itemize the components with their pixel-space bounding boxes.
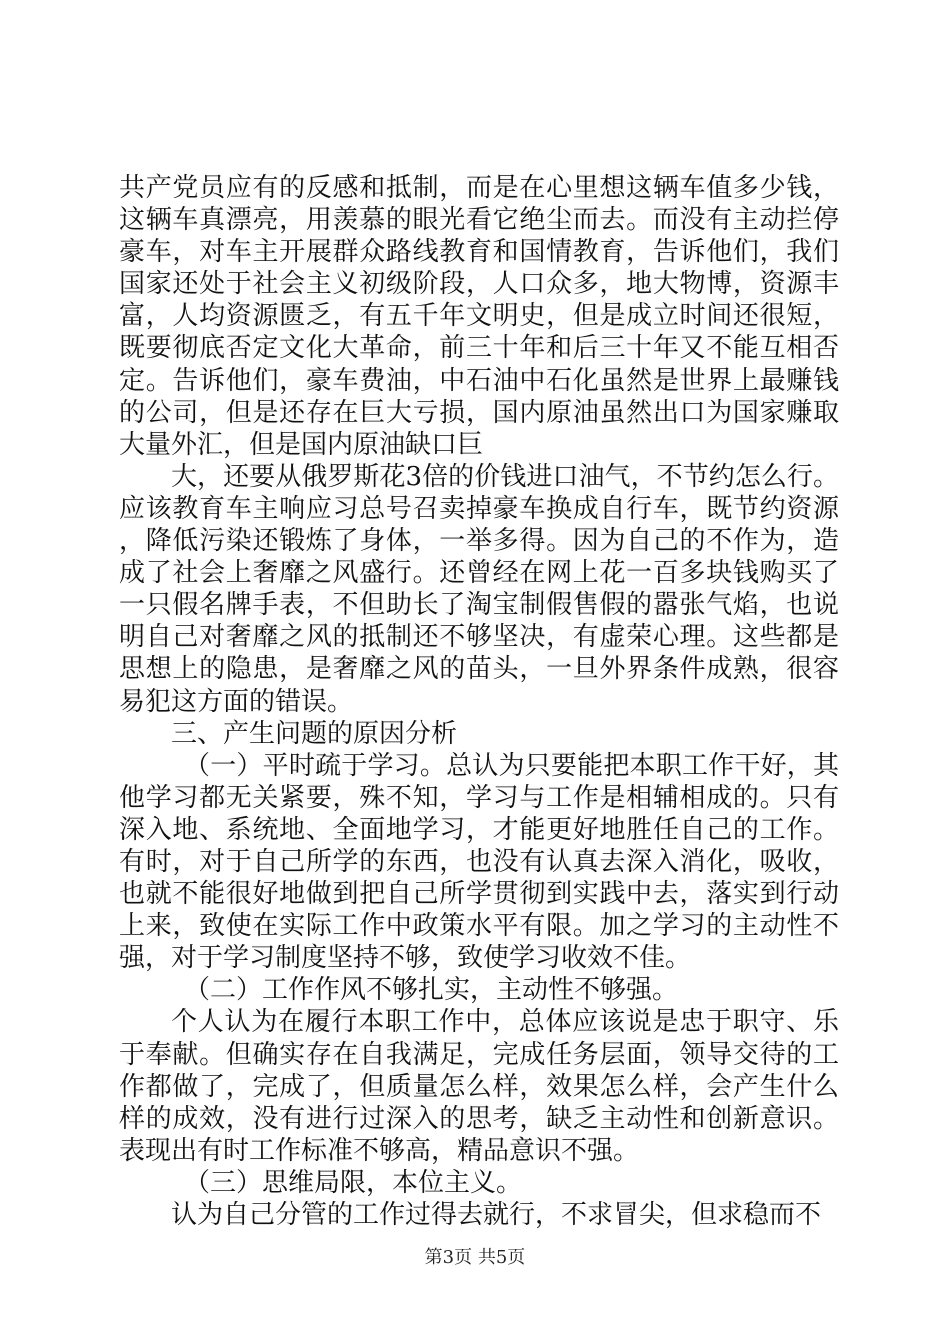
- section-heading: 三、产生问题的原因分析: [171, 718, 458, 749]
- body-paragraph: 大，还要从俄罗斯花3倍的价钱进口油气，不节约怎么行。应该教育车主响应习总号召卖掉豪车换成自行车，既节约资源，降低污染还锻炼了身体，一举多得。因为自己的不作为，造成了社会上奢靡之风盛行。还曾经在网上花一百多块钱购买了一只假名牌手表，不但助长了淘宝制假售假的嚣张气焰，也说明自己对奢靡之风的抵制还不够坚决，有虚荣心理。这些都是思想上的隐患，是奢靡之风的苗头，一旦外界条件成熟，很容易犯这方面的错误。: [119, 461, 839, 717]
- body-paragraph: 个人认为在履行本职工作中，总体应该说是忠于职守、乐于奉献。但确实存在自我满足，完成任务层面，领导交待的工作都做了，完成了，但质量怎么样，效果怎么样，会产生什么样的成效，没有进行过深入的思考，缺乏主动性和创新意识。表现出有时工作标准不够高，精品意识不强。: [119, 1007, 839, 1166]
- subsection-paragraph: （一）平时疏于学习。总认为只要能把本职工作干好，其他学习都无关紧要，殊不知，学习与工作是相辅相成的。只有深入地、系统地、全面地学习，才能更好地胜任自己的工作。有时，对于自己所学的东西，也没有认真去深入消化，吸收，也就不能很好地做到把自己所学贯彻到实践中去，落实到行动上来，致使在实际工作中政策水平有限。加之学习的主动性不强，对于学习制度坚持不够，致使学习收效不佳。: [119, 750, 839, 974]
- page-footer: 第3页 共5页: [424, 1247, 526, 1268]
- subsection-heading: （二）工作作风不够扎实，主动性不够强。: [184, 975, 679, 1006]
- document-body: [119, 172, 839, 1231]
- body-paragraph: 认为自己分管的工作过得去就行，不求冒尖，但求稳而不: [171, 1200, 822, 1230]
- subsection-heading: （三）思维局限，本位主义。: [184, 1167, 523, 1198]
- body-paragraph: 共产党员应有的反感和抵制，而是在心里想这辆车值多少钱，这辆车真漂亮，用羡慕的眼光看它绝尘而去。而没有主动拦停豪车，对车主开展群众路线教育和国情教育，告诉他们，我们国家还处于社会主义初级阶段，人口众多，地大物博，资源丰富，人均资源匮乏，有五千年文明史，但是成立时间还很短，既要彻底否定文化大革命，前三十年和后三十年又不能互相否定。告诉他们，豪车费油，中石油中石化虽然是世界上最赚钱的公司，但是还存在巨大亏损，国内原油虽然出口为国家赚取大量外汇，但是国内原油缺口巨: [119, 173, 839, 460]
